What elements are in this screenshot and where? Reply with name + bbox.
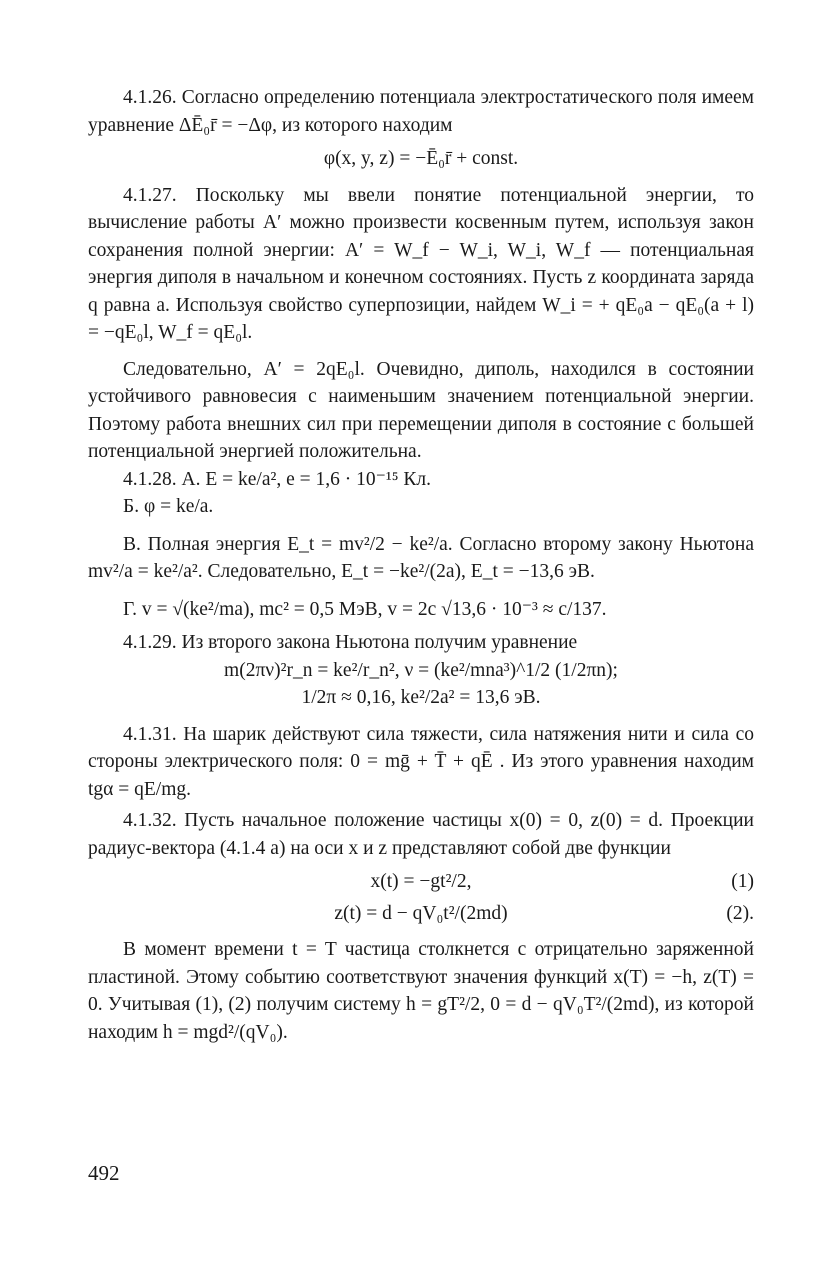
equation-tag-1: (1)	[731, 871, 754, 892]
paragraph-4-1-29: 4.1.29. Из второго закона Ньютона получим уравнение	[123, 632, 578, 653]
paragraph-4-1-28-g: Г. v = √(ke²/ma), mc² = 0,5 МэВ, v = 2c √13,6 · 10⁻³ ≈ c/137.	[123, 598, 607, 620]
page-body	[88, 84, 754, 1046]
equation-orbit-frequency: m(2πν)²r_n = ke²/r_n², ν = (ke²/mna³)^1/2 (1/2πn);	[224, 659, 618, 681]
paragraph-dipole-conclusion: Следовательно, A′ = 2qE₀l. Очевидно, диполь, находился в состоянии устойчивого равновесия с наименьшим значением потенциальной энергии. Поэтому работа внешних сил при перемещении диполя в состояние с большей потенциальной энергией положительна.	[88, 358, 754, 462]
equation-row-2	[88, 900, 754, 928]
paragraph-4-1-28-a: 4.1.28. А. E = ke/a², e = 1,6 · 10⁻¹⁵ Кл.	[123, 468, 432, 490]
equation-potential: φ(x, y, z) = −Ē₀r̄ + const.	[323, 148, 519, 169]
paragraph-4-1-28-b: Б. φ = ke/a.	[123, 496, 214, 517]
paragraph-4-1-32: 4.1.32. Пусть начальное положение частицы x(0) = 0, z(0) = d. Проекции радиус-вектора (4.1.4 a) на оси x и z представляют собой две функции	[88, 810, 754, 859]
equation-constants: 1/2π ≈ 0,16, ke²/2a² = 13,6 эВ.	[301, 687, 541, 708]
paragraph-4-1-31: 4.1.31. На шарик действуют сила тяжести, сила натяжения нити и сила со стороны электрического поля: 0 = mḡ + T̄ + qĒ . Из этого уравнения находим tgα = qE/mg.	[88, 723, 754, 800]
paragraph-4-1-26: 4.1.26. Согласно определению потенциала электростатического поля имеем уравнение ΔĒ₀r̄ = −Δφ, из которого находим	[88, 87, 754, 136]
equation-x-of-t: x(t) = −gt²/2,	[370, 871, 472, 892]
paragraph-4-1-27: 4.1.27. Поскольку мы ввели понятие потенциальной энергии, то вычисление работы A′ можно произвести косвенным путем, используя закон сохранения полной энергии: A′ = W_f − W_i, W_i, W_f — потенциальная энергия диполя в начальном и конечном состояниях. Пусть z координата заряда q равна a. Используя свойство суперпозиции, найдем W_i = + qE₀a − qE₀(a + l) = −qE₀l, W_f = qE₀l.	[88, 184, 754, 343]
paragraph-collision: В момент времени t = T частица столкнется с отрицательно заряженной пластиной. Этому событию соответствуют значения функций x(T) = −h, z(T) = 0. Учитывая (1), (2) получим систему h = gT²/2, 0 = d − qV₀T²/(2md), из которой находим h = mgd²/(qV₀).	[88, 939, 754, 1043]
paragraph-4-1-28-v: В. Полная энергия E_t = mv²/2 − ke²/a. Согласно второму закону Ньютона mv²/a = ke²/a². Следовательно, E_t = −ke²/(2a), E_t = −13,6 эВ.	[88, 533, 754, 582]
equation-row-1	[88, 868, 754, 896]
page-number: 492	[88, 1161, 120, 1185]
equation-z-of-t: z(t) = d − qV₀t²/(2md)	[334, 902, 508, 924]
equation-tag-2: (2).	[726, 902, 754, 924]
